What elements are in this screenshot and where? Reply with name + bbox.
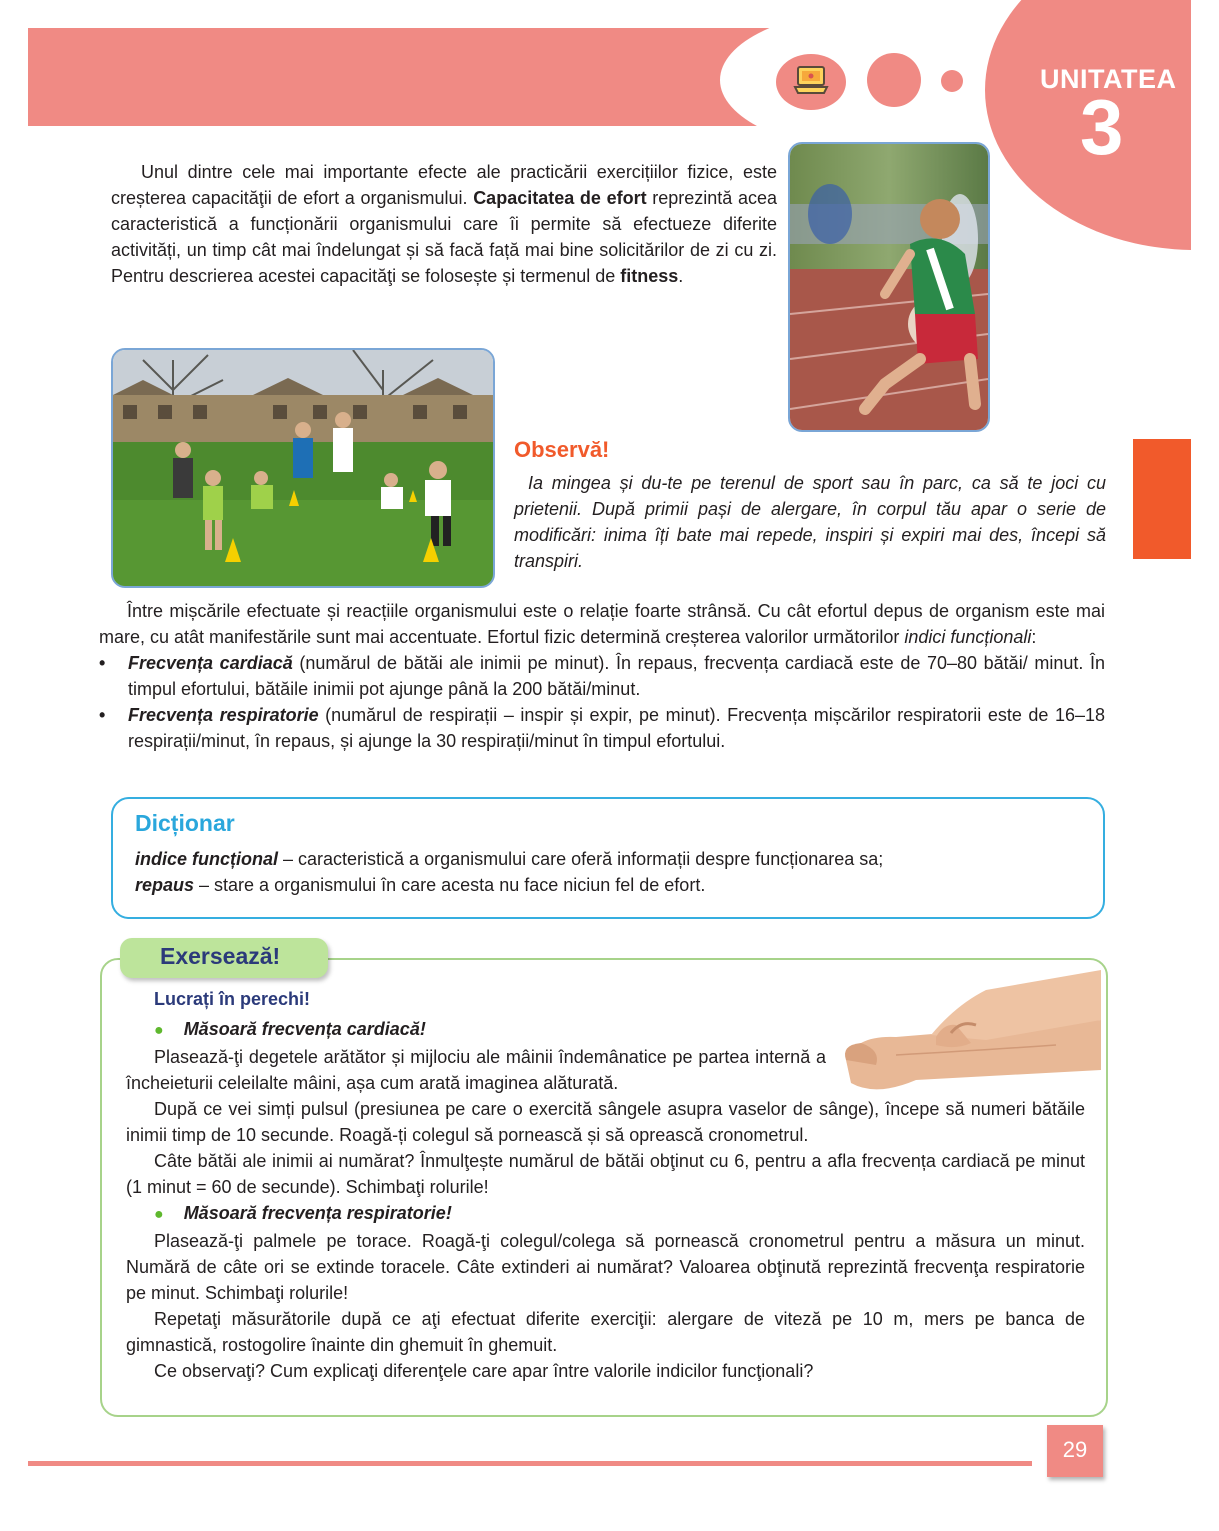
- exercise-paragraph: Ce observaţi? Cum explicaţi diferenţele care apar între valorile indicilor funcţionali?: [154, 1361, 814, 1381]
- dictionary-heading: Dicționar: [135, 810, 235, 836]
- intro-term: Capacitatea de efort: [473, 188, 647, 208]
- dictionary-entries: [135, 846, 1095, 898]
- observe-heading: Observă!: [514, 437, 610, 462]
- laptop-icon: [793, 64, 829, 96]
- indicator-list: [99, 650, 1105, 754]
- exercise-paragraph: Repetaţi măsurătorile după ce aţi efectuat diferite exerciţii: alergare de viteză pe 10 m, mers pe banca de gimnastică, rostogolire înainte din ghemuit în ghemuit.: [126, 1309, 1085, 1355]
- dictionary-definition: – caracteristică a organismului care oferă informații despre funcționarea sa;: [278, 849, 884, 869]
- dictionary-entry: [135, 846, 1095, 872]
- intro-term-fitness: fitness: [620, 266, 679, 286]
- main-term: indici funcționali: [904, 627, 1032, 647]
- unit-label: UNITATEA: [1040, 64, 1177, 94]
- observe-text: [514, 470, 1106, 574]
- exercise-subtitle: Lucrați în perechi!: [154, 989, 311, 1009]
- exercise-paragraph: După ce vei simți pulsul (presiunea pe care o exercită sângele asupra vaselor de sânge), începe să numeri bătăile inimii timp de 10 secunde. Roagă-ți colegul să pornească și să oprească cronometrul.: [126, 1099, 1085, 1145]
- list-item: [99, 650, 1105, 702]
- bullet-term: Frecvența respiratorie: [128, 705, 319, 725]
- intro-paragraph: [111, 159, 777, 289]
- dictionary-term: repaus: [135, 875, 195, 895]
- bullet-icon: •: [99, 653, 106, 673]
- footer-line: [28, 1461, 1032, 1466]
- step-title: Măsoară frecvența respiratorie!: [183, 1203, 452, 1223]
- dictionary-term: indice funcțional: [135, 849, 279, 869]
- exercise-step-heading: [126, 1200, 1085, 1228]
- green-bullet-icon: ●: [154, 1022, 164, 1039]
- dictionary-entry: [135, 872, 1095, 898]
- decorative-dot: [867, 53, 921, 107]
- main-text: Între mișcările efectuate și reacțiile organismului este o relație foarte strânsă. Cu cât efortul depus de organism este mai mare, cu atât manifestările sunt mai accentuate. Efortul fizic determină creșterea valorilor următorilor: [99, 601, 1105, 647]
- list-item: [99, 702, 1105, 754]
- exercise-step-heading: [126, 1016, 1085, 1044]
- observe-paragraph: Ia mingea și du-te pe terenul de sport sau în parc, ca să te joci cu prietenii. După primii pași de alergare, în corpul tău apar o serie de modificări: inima îți bate mai repede, inspiri și expiri mai des, începi să transpiri.: [514, 473, 1106, 571]
- exercise-text: [126, 1016, 1085, 1384]
- intro-text: .: [678, 266, 684, 286]
- bullet-text: (numărul de bătăi ale inimii pe minut). În repaus, frecvența cardiacă este de 70–80 bătăi/ minut. În timpul efortului, bătăile inimii pot ajunge până la 200 bătăi/minut.: [128, 653, 1105, 699]
- intro-text: Unul dintre cele mai importante efecte ale practicării exercițiilor fizice, este creșterea capacităţii de efort a organismului.: [111, 162, 777, 208]
- page-number: 29: [1062, 1437, 1088, 1462]
- bullet-term: Frecvența cardiacă: [128, 653, 293, 673]
- decorative-dot: [941, 70, 963, 92]
- unit-number: 3: [1080, 83, 1124, 171]
- runner-photo: [788, 142, 990, 432]
- exercise-heading: Exersează!: [160, 943, 281, 969]
- intro-text: reprezintă acea caracteristică a funcționării organismului care îi permite să efectueze diferite activități, un timp cât mai îndelungat și să facă față mai bine solicitărilor de zi cu zi. Pentru descrierea acestei capacităţi se folosește și termenul de: [111, 188, 777, 286]
- main-text: :: [1031, 627, 1037, 647]
- bullet-icon: •: [99, 705, 106, 725]
- exercise-paragraph: Plasează-ţi palmele pe torace. Roagă-ţi colegul/colega să pornească cronometrul pentru a măsura un minut. Numără de câte ori se extinde toracele. Câte extinderi ai numărat? Valoarea obţinută reprezintă frecvenţa respiratorie pe minut. Schimbaţi rolurile!: [126, 1231, 1085, 1303]
- bullet-text: (numărul de respirații – inspir și expir, pe minut). Frecvența mișcărilor respiratorii este de 16–18 respirații/minut, în repaus, și ajunge la 30 respirații/minut în timpul efortului.: [128, 705, 1105, 751]
- kids-playing-photo: [111, 348, 495, 588]
- exercise-paragraph: Câte bătăi ale inimii ai numărat? Înmulţește numărul de bătăi obţinut cu 6, pentru a afla frecvența cardiacă pe minut (1 minut = 60 de secunde). Schimbaţi rolurile!: [126, 1151, 1085, 1197]
- main-section: [99, 598, 1105, 754]
- dictionary-definition: – stare a organismului în care acesta nu face niciun fel de efort.: [194, 875, 706, 895]
- step-title: Măsoară frecvența cardiacă!: [183, 1019, 426, 1039]
- green-bullet-icon: ●: [154, 1206, 164, 1223]
- side-tab: [1133, 439, 1191, 559]
- exercise-paragraph: Plasează-ţi degetele arătător și mijlociu ale mâinii îndemânatice pe partea internă a încheieturii celeilalte mâini, așa cum arată imaginea alăturată.: [126, 1047, 826, 1093]
